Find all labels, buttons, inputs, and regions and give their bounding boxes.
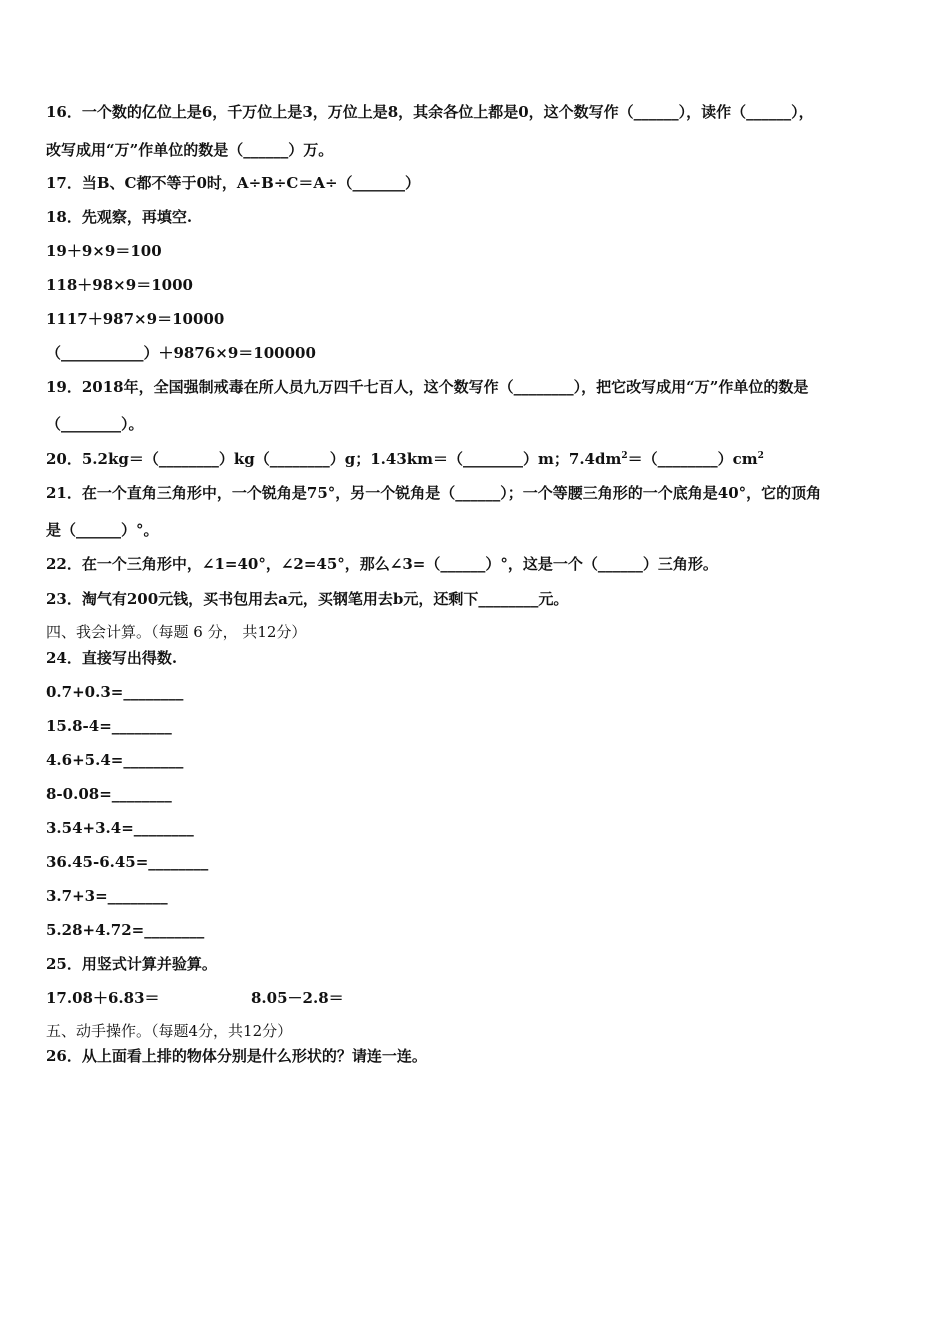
q26: 26．从上面看上排的物体分别是什么形状的？请连一连。 [46,1047,427,1065]
q21-line2: 是（______）°。 [46,521,159,539]
q24-item-3: 4.6+5.4=________ [46,751,184,769]
q24-item-1: 0.7+0.3=________ [46,683,184,701]
q19-line2: （________）。 [46,415,144,433]
q20-text: 20．5.2kg＝（________）kg（________）g；1.43km＝（________）m；7.4dm [46,450,622,468]
q24-title: 24．直接写出得数. [46,649,178,667]
q23: 23．淘气有200元钱，买书包用去a元，买钢笔用去b元，还剩下________元。 [46,590,569,608]
q18-eq3: 1117＋987×9＝10000 [46,310,225,328]
q16-line1: 16．一个数的亿位上是6，千万位上是3，万位上是8，其余各位上都是0，这个数写作（______），读作（______）， [46,103,814,121]
q25-right: 8.05－2.8＝ [251,989,344,1007]
q20-sup1: 2 [621,451,628,461]
q18-eq4: （___________）＋9876×9＝100000 [46,344,316,362]
q24-item-6: 36.45-6.45=________ [46,853,209,871]
q19-line1: 19．2018年，全国强制戒毒在所人员九万四千七百人，这个数写作（________），把它改写成用“万”作单位的数是 [46,378,809,396]
q20 [46,449,764,469]
q24-item-4: 8-0.08=________ [46,785,172,803]
q18-eq1: 19＋9×9＝100 [46,242,162,260]
section5-heading: 五、动手操作。（每题4分，共12分） [46,1022,293,1040]
q22: 22．在一个三角形中，∠1=40°，∠2=45°，那么∠3=（______）°，这是一个（______）三角形。 [46,555,718,573]
section4-heading: 四、我会计算。（每题 6 分， 共12分） [46,623,307,641]
q24-item-5: 3.54+3.4=________ [46,819,194,837]
q18-title: 18．先观察，再填空. [46,208,193,226]
q24-item-8: 5.28+4.72=________ [46,921,205,939]
q16-line2: 改写成用“万”作单位的数是（______）万。 [46,141,334,159]
q25-title: 25．用竖式计算并验算。 [46,955,217,973]
q24-item-2: 15.8-4=________ [46,717,172,735]
q21-line1: 21．在一个直角三角形中，一个锐角是75°，另一个锐角是（______）；一个等腰三角形的一个底角是40°，它的顶角 [46,484,822,502]
q18-eq2: 118＋98×9＝1000 [46,276,193,294]
q20-sup2: 2 [757,451,764,461]
q20-mid: ＝（________）cm [627,450,758,468]
q25-left: 17.08＋6.83＝ [46,989,160,1007]
q24-item-7: 3.7+3=________ [46,887,168,905]
q17: 17．当B、C都不等于0时，A÷B÷C＝A÷（_______） [46,174,421,192]
